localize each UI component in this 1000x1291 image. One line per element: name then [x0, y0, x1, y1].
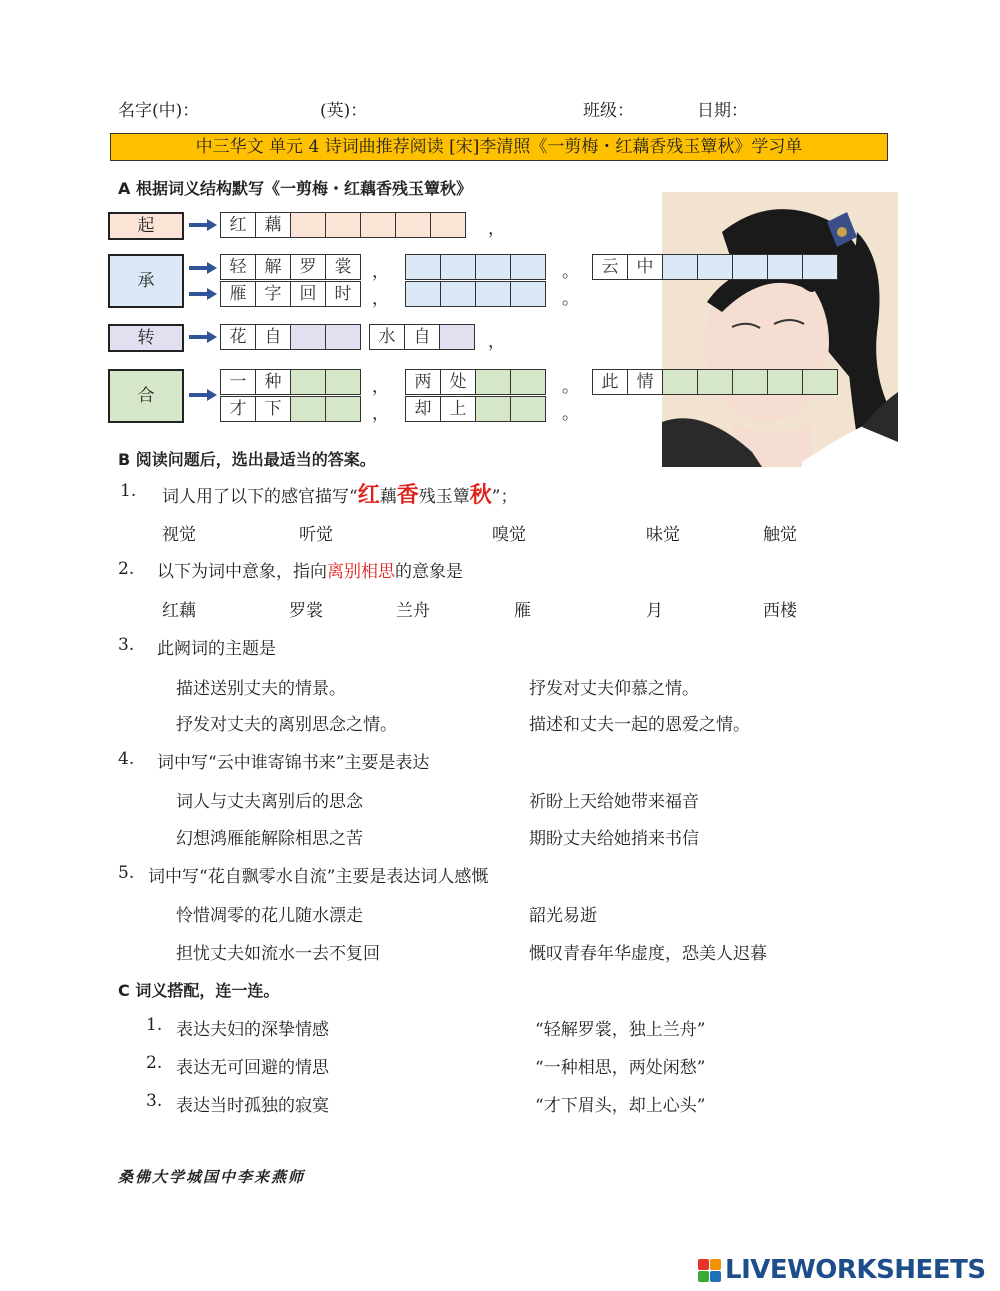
given-char: 轻 [220, 254, 256, 280]
cheng-side-row [592, 254, 838, 280]
given-char: 雁 [220, 281, 256, 307]
answer-box[interactable] [290, 324, 326, 350]
match-left-item[interactable]: 表达无可回避的情思 [176, 1058, 329, 1078]
q1-prefix: 词人用了以下的感官描写“ [162, 487, 358, 507]
answer-box[interactable] [697, 254, 733, 280]
given-char: 水 [369, 324, 405, 350]
answer-box[interactable] [325, 324, 361, 350]
liveworksheets-icon [698, 1259, 721, 1282]
answer-box[interactable] [510, 396, 546, 422]
match-left-item[interactable]: 表达夫妇的深挚情感 [176, 1020, 329, 1040]
punct-comma: ， [372, 377, 389, 397]
q2-option[interactable]: 兰舟 [396, 601, 430, 621]
answer-box[interactable] [510, 369, 546, 395]
given-char: 自 [404, 324, 440, 350]
name-en-label: (英)： [320, 101, 368, 121]
q2-suffix: 的意象是 [395, 562, 463, 582]
q5-option[interactable]: 担忧丈夫如流水一去不复回 [176, 944, 380, 964]
answer-box[interactable] [732, 254, 768, 280]
label-cheng: 承 [108, 254, 184, 308]
punct-period: 。 [562, 404, 579, 424]
arrow-icon [189, 331, 219, 343]
cheng-row-2 [220, 281, 361, 307]
punct-comma: ， [856, 262, 873, 282]
answer-box[interactable] [440, 281, 476, 307]
given-char: 解 [255, 254, 291, 280]
q4-option[interactable]: 祈盼上天给她带来福音 [529, 792, 699, 812]
worksheet-title: 中三华文 单元 4 诗词曲推荐阅读 [宋]李清照《一剪梅・红藕香残玉簟秋》学习单 [110, 133, 888, 161]
cheng-row-1 [220, 254, 361, 280]
answer-box[interactable] [439, 324, 475, 350]
given-char: 处 [440, 369, 476, 395]
he-row-2 [220, 396, 361, 422]
label-qi: 起 [108, 212, 184, 240]
q1-word-ou: 藕 [379, 487, 397, 507]
portrait-illustration [662, 192, 898, 467]
teacher-signature: 桑佛大学城国中李来燕师 [118, 1168, 306, 1186]
q2-option[interactable]: 红藕 [162, 601, 196, 621]
answer-box[interactable] [405, 281, 441, 307]
q5-option[interactable]: 怜惜凋零的花儿随水漂走 [176, 906, 363, 926]
q2-highlight: 离别相思 [327, 562, 395, 582]
q1-number: 1. [120, 481, 137, 501]
given-char: 时 [325, 281, 361, 307]
q3-number: 3. [118, 635, 135, 655]
given-char: 情 [627, 369, 663, 395]
punct-comma: ， [372, 289, 389, 309]
answer-box[interactable] [802, 254, 838, 280]
punct-period: 。 [562, 289, 579, 309]
zhuan-row-b [369, 324, 475, 350]
answer-box[interactable] [325, 396, 361, 422]
q3-option[interactable]: 描述送别丈夫的情景。 [176, 679, 346, 699]
zhuan-row [220, 324, 361, 350]
answer-box[interactable] [662, 254, 698, 280]
q1-word-mid: 残玉簟 [418, 487, 470, 507]
given-char: 下 [255, 396, 291, 422]
answer-box[interactable] [325, 369, 361, 395]
answer-box[interactable] [475, 254, 511, 280]
liveworksheets-wordmark: LIVEWORKSHEETS [725, 1255, 986, 1285]
given-char: 藕 [255, 212, 291, 238]
given-char: 花 [220, 324, 256, 350]
q5-text: 词中写“花自飘零水自流”主要是表达词人感慨 [148, 867, 489, 887]
q1-word-qiu: 秋 [469, 482, 492, 508]
given-char: 字 [255, 281, 291, 307]
answer-box[interactable] [662, 369, 698, 395]
q1-option[interactable]: 味觉 [646, 525, 680, 545]
q4-option[interactable]: 幻想鸿雁能解除相思之苦 [176, 829, 363, 849]
match-right-item[interactable]: “一种相思，两处闲愁” [535, 1058, 706, 1078]
answer-box[interactable] [697, 369, 733, 395]
label-zhuan: 转 [108, 324, 184, 352]
q4-text: 词中写“云中谁寄锦书来”主要是表达 [157, 753, 430, 773]
punct-comma: ， [488, 219, 505, 239]
q3-option[interactable]: 抒发对丈夫的离别思念之情。 [176, 715, 397, 735]
q1-word-hong: 红 [357, 482, 380, 508]
given-char: 红 [220, 212, 256, 238]
q2-option[interactable]: 月 [646, 601, 663, 621]
he-mid-row-1 [405, 369, 546, 395]
given-char: 两 [405, 369, 441, 395]
q5-number: 5. [118, 863, 135, 883]
q2-prefix: 以下为词中意象，指向 [157, 562, 327, 582]
q1-option[interactable]: 嗅觉 [492, 525, 526, 545]
q1-suffix: ”； [491, 487, 518, 507]
arrow-icon [189, 219, 219, 231]
q5-option[interactable]: 慨叹青春年华虚度，恐美人迟暮 [529, 944, 767, 964]
q1-text [162, 478, 517, 509]
answer-box[interactable] [290, 212, 326, 238]
q1-word-xiang: 香 [396, 482, 419, 508]
class-label: 班级： [583, 101, 634, 121]
punct-comma: ， [372, 262, 389, 282]
q2-option[interactable]: 西楼 [763, 601, 797, 621]
answer-box[interactable] [430, 212, 466, 238]
match-right-item[interactable]: “才下眉头，却上心头” [535, 1096, 706, 1116]
label-he: 合 [108, 369, 184, 423]
answer-box[interactable] [290, 369, 326, 395]
q4-number: 4. [118, 749, 135, 769]
q2-text [157, 557, 463, 582]
arrow-icon [189, 262, 219, 274]
given-char: 才 [220, 396, 256, 422]
answer-box[interactable] [732, 369, 768, 395]
punct-comma: ， [488, 332, 505, 352]
arrow-icon [189, 389, 219, 401]
qi-row [220, 212, 466, 238]
given-char: 中 [627, 254, 663, 280]
match-left-item[interactable]: 表达当时孤独的寂寞 [176, 1096, 329, 1116]
punct-comma: ， [372, 404, 389, 424]
q1-option[interactable]: 视觉 [162, 525, 196, 545]
answer-box[interactable] [360, 212, 396, 238]
answer-box[interactable] [325, 212, 361, 238]
given-char: 罗 [290, 254, 326, 280]
answer-box[interactable] [510, 281, 546, 307]
punct-period: 。 [562, 377, 579, 397]
punct-comma: ， [856, 377, 873, 397]
q1-option[interactable]: 听觉 [299, 525, 333, 545]
answer-box[interactable] [440, 254, 476, 280]
q2-option[interactable]: 雁 [514, 601, 531, 621]
given-char: 此 [592, 369, 628, 395]
q1-option[interactable]: 触觉 [763, 525, 797, 545]
section-c-heading: C 词义搭配，连一连。 [118, 981, 280, 1000]
answer-box[interactable] [767, 369, 803, 395]
punct-period: 。 [562, 262, 579, 282]
liveworksheets-logo[interactable] [698, 1255, 986, 1285]
date-label: 日期： [697, 101, 748, 121]
given-char: 自 [255, 324, 291, 350]
match-number: 2. [146, 1053, 163, 1073]
given-char: 裳 [325, 254, 361, 280]
answer-box[interactable] [475, 396, 511, 422]
q5-option[interactable]: 韶光易逝 [529, 906, 597, 926]
answer-box[interactable] [290, 396, 326, 422]
he-mid-row-2 [405, 396, 546, 422]
q4-option[interactable]: 词人与丈夫离别后的思念 [176, 792, 363, 812]
section-b-heading: B 阅读问题后，选出最适当的答案。 [118, 450, 376, 469]
q3-text: 此阙词的主题是 [157, 639, 276, 659]
q4-option[interactable]: 期盼丈夫给她捎来书信 [529, 829, 699, 849]
given-char: 种 [255, 369, 291, 395]
match-number: 1. [146, 1015, 163, 1035]
q2-number: 2. [118, 559, 135, 579]
name-cn-label: 名字(中)： [118, 101, 200, 121]
cheng-answer-row-1 [405, 254, 546, 280]
match-number: 3. [146, 1091, 163, 1111]
cheng-answer-row-2 [405, 281, 546, 307]
answer-box[interactable] [510, 254, 546, 280]
given-char: 上 [440, 396, 476, 422]
given-char: 却 [405, 396, 441, 422]
answer-box[interactable] [475, 281, 511, 307]
answer-box[interactable] [475, 369, 511, 395]
answer-box[interactable] [802, 369, 838, 395]
section-a-heading: A 根据词义结构默写《一剪梅・红藕香残玉簟秋》 [118, 179, 472, 198]
q2-option[interactable]: 罗裳 [289, 601, 323, 621]
he-side-row [592, 369, 838, 395]
q3-option[interactable]: 描述和丈夫一起的恩爱之情。 [529, 715, 750, 735]
answer-box[interactable] [767, 254, 803, 280]
given-char: 一 [220, 369, 256, 395]
q3-option[interactable]: 抒发对丈夫仰慕之情。 [529, 679, 699, 699]
match-right-item[interactable]: “轻解罗裳，独上兰舟” [535, 1020, 706, 1040]
answer-box[interactable] [395, 212, 431, 238]
arrow-icon [189, 288, 219, 300]
answer-box[interactable] [405, 254, 441, 280]
given-char: 云 [592, 254, 628, 280]
given-char: 回 [290, 281, 326, 307]
he-row-1 [220, 369, 361, 395]
